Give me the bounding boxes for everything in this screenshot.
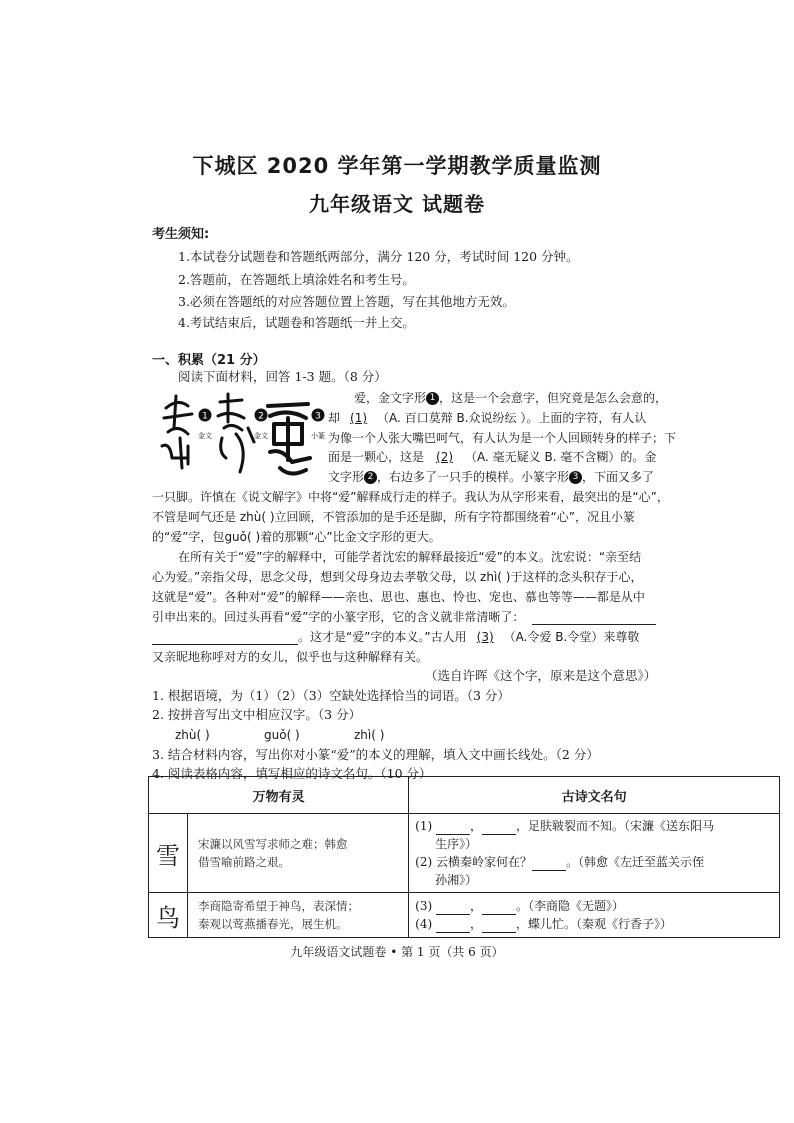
passage-line: 面是一颗心，这是 (2) （A. 毫无疑义 B. 毫不含糊）的。金 bbox=[328, 450, 657, 464]
ai-character-glyphs bbox=[158, 388, 326, 480]
row-desc: 宋濂以风雪写求师之难；韩愈 借雪喻前路之艰。 bbox=[188, 814, 409, 893]
row-answers: (1) ， ，足肤皲裂而不知。（宋濂《送东阳马 生序》） (2) 云横秦岭家何在？ 。（韩愈《左迁至蓝关示侄 孙湘》） bbox=[409, 814, 780, 893]
poem-table bbox=[148, 776, 780, 938]
notice-item: 4.考试结束后，试题卷和答题纸一并上交。 bbox=[178, 315, 415, 330]
poem-blank[interactable] bbox=[436, 919, 470, 933]
passage-line: 又亲昵地称呼对方的女儿，似乎也与这种解释有关。 bbox=[152, 650, 429, 664]
long-answer-line[interactable] bbox=[152, 631, 298, 645]
glyph-num: 1 bbox=[202, 411, 208, 422]
question-2: 2. 按拼音写出文中相应汉字。（3 分） bbox=[152, 707, 362, 722]
passage-line: 文字形 2 ，右边多了一只手的模样。小篆字形 3 ，下面又多了 bbox=[328, 470, 655, 484]
glyph-label: 小篆 bbox=[311, 432, 325, 440]
table-row bbox=[149, 893, 780, 938]
question-1: 1. 根据语境，为（1）（2）（3）空缺处选择恰当的词语。（3 分） bbox=[152, 688, 510, 703]
poem-blank[interactable] bbox=[436, 901, 470, 915]
passage-line: 爱，金文字形 1 ，这是一个会意字，但究竟是怎么会意的， bbox=[354, 391, 668, 405]
passage-line: 。这才是“爱”字的本义。”古人用 (3) （A.令爱 B.令堂）来尊敬 bbox=[152, 629, 639, 645]
poem-blank[interactable] bbox=[532, 857, 566, 871]
poem-blank[interactable] bbox=[482, 901, 516, 915]
row-char: 鸟 bbox=[149, 893, 188, 938]
blank-2[interactable]: (2) bbox=[436, 450, 454, 464]
poem-blank[interactable] bbox=[482, 919, 516, 933]
pinyin-answer[interactable]: zhù( ) bbox=[175, 728, 210, 742]
passage-line: 的“爱”字，包guǒ( )着的那颗“心”比金文字形的更大。 bbox=[152, 530, 441, 544]
notice-item: 3.必须在答题纸的对应答题位置上答题，写在其他地方无效。 bbox=[178, 294, 515, 309]
table-header: 万物有灵 bbox=[149, 777, 409, 814]
row-desc: 李商隐寄希望于神鸟，表深情； 秦观以莺燕播春光，展生机。 bbox=[188, 893, 409, 938]
passage-line: 不管是呵气还是 zhù( )立回顾，不管添加的是手还是脚，所有字符都围绕着“心”，况且小篆 bbox=[152, 510, 635, 524]
pinyin-zhi: zhì bbox=[480, 570, 498, 584]
bronze-glyph-2 bbox=[218, 394, 254, 472]
seal-glyph-3 bbox=[268, 404, 310, 474]
notice-heading: 考生须知: bbox=[152, 227, 210, 242]
glyph-label: 金文 bbox=[198, 432, 212, 440]
section-heading: 一、积累（21 分） bbox=[152, 353, 266, 368]
row-answers: (3) ， 。（李商隐《无题》） (4) ， ，蝶儿忙。（秦观《行香子》） bbox=[409, 893, 780, 938]
passage-line: 心为爱。”亲指父母，思念父母，想到父母身边去孝敬父母，以 zhì( )于这样的念头积存于心， bbox=[152, 570, 643, 584]
notice-item: 1.本试卷分试题卷和答题纸两部分，满分 120 分，考试时间 120 分钟。 bbox=[178, 249, 579, 264]
glyph-num: 2 bbox=[258, 411, 264, 422]
section-intro: 阅读下面材料，回答 1-3 题。（8 分） bbox=[178, 369, 387, 384]
exam-subtitle: 九年级语文 试题卷 bbox=[309, 192, 485, 216]
table-header: 古诗文名句 bbox=[409, 777, 780, 814]
page-footer: 九年级语文试题卷 • 第 1 页（共 6 页） bbox=[290, 945, 504, 959]
bronze-glyph-1 bbox=[162, 396, 192, 468]
glyph-label: 金文 bbox=[254, 432, 268, 440]
glyph-num: 3 bbox=[315, 411, 321, 422]
glyph-ref-3: 3 bbox=[569, 471, 582, 484]
long-answer-line[interactable] bbox=[532, 611, 656, 625]
table-row bbox=[149, 814, 780, 893]
exam-title: 下城区 2020 学年第一学期教学质量监测 bbox=[192, 154, 602, 178]
question-4: 4. 阅读表格内容，填写相应的诗文名句。（10 分） bbox=[152, 766, 432, 781]
row-char: 雪 bbox=[149, 814, 188, 893]
blank-1[interactable]: (1) bbox=[350, 411, 368, 425]
poem-blank[interactable] bbox=[482, 821, 516, 835]
question-3: 3. 结合材料内容，写出你对小篆“爱”的本义的理解，填入文中画长线处。（2 分） bbox=[152, 747, 599, 762]
pinyin-zhu: zhù bbox=[239, 510, 262, 524]
glyph-ref-1: 1 bbox=[426, 392, 439, 405]
passage-line: 却 (1) （A. 百口莫辩 B.众说纷纭 ）。上面的字符，有人认 bbox=[328, 411, 647, 425]
passage-source: （选自许晖《这个字，原来是这个意思》） bbox=[425, 668, 657, 683]
passage-line: 引申出来的。回过头再看“爱”字的小篆字形，它的含义就非常清晰了： bbox=[152, 609, 656, 625]
notice-item: 2.答题前，在答题纸上填涂姓名和考生号。 bbox=[178, 272, 415, 287]
poem-blank[interactable] bbox=[436, 821, 470, 835]
glyph-ref-2: 2 bbox=[364, 471, 377, 484]
passage-line: 一只脚。许慎在《说文解字》中将“爱”解释成行走的样子。我认为从字形来看，最突出的是“心”， bbox=[152, 490, 669, 504]
pinyin-answer[interactable]: guǒ( ) bbox=[264, 728, 300, 742]
passage-line: 这就是“爱”。各种对“爱”的解释——亲也、思也、惠也、怜也、宠也、慕也等等——都是从中 bbox=[152, 590, 645, 604]
passage-line: 为像一个人张大嘴巴呵气，有人认为是一个人回顾转身的样子；下 bbox=[328, 431, 677, 445]
pinyin-guo: guǒ bbox=[224, 530, 248, 544]
blank-3[interactable]: (3) bbox=[476, 630, 494, 644]
passage-line: 在所有关于“爱”字的解释中，可能学者沈宏的解释最接近“爱”的本义。沈宏说：“亲至结 bbox=[178, 550, 642, 564]
pinyin-answer[interactable]: zhì( ) bbox=[354, 728, 385, 742]
